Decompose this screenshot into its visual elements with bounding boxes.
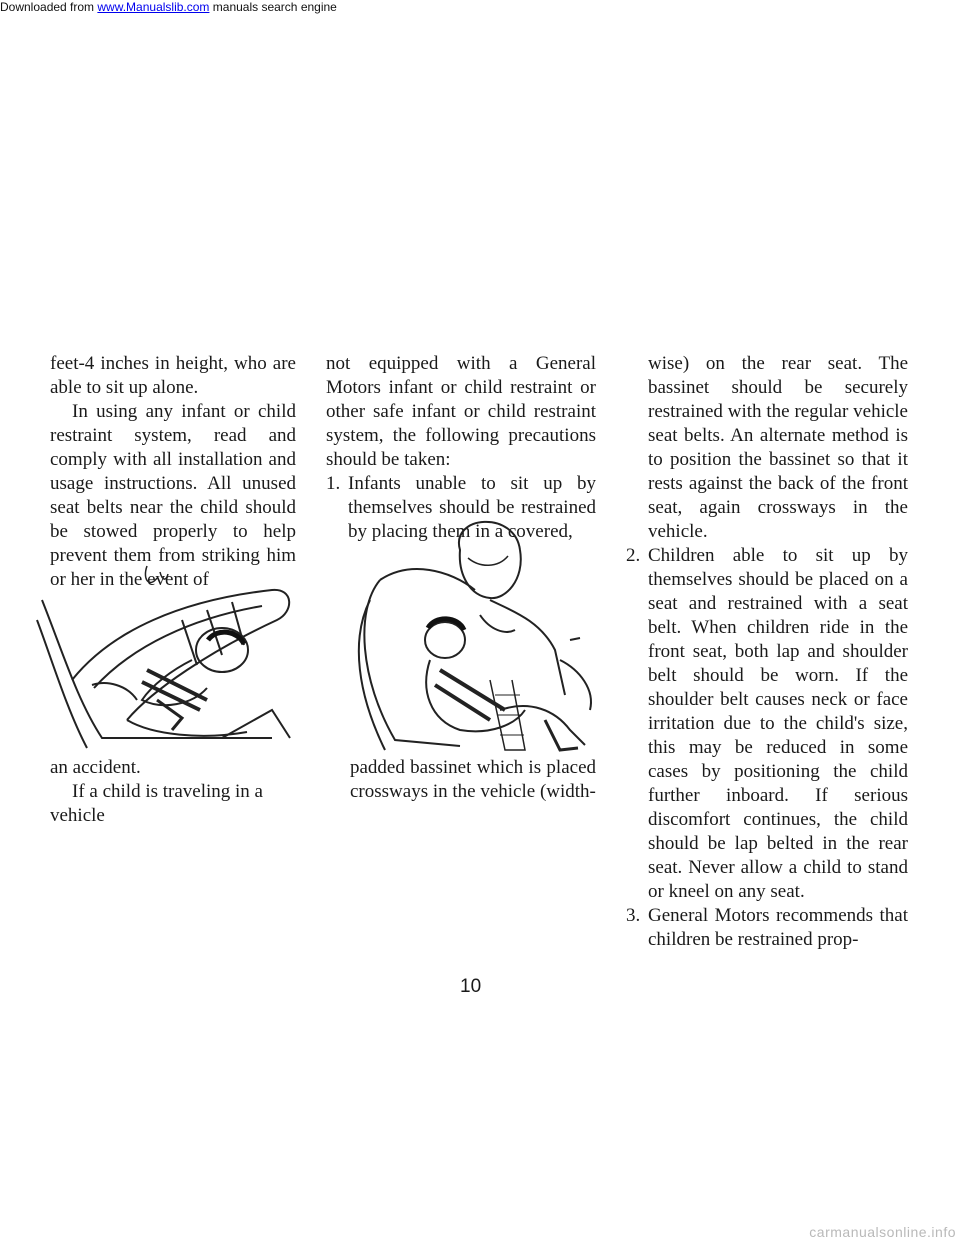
header-suffix: manuals search engine [209,0,337,14]
list-item-2 [626,544,908,904]
list-item-2-text: Children able to sit up by themselves should be placed on a seat and restrained with a seat belt. When children ride in the front seat, both lap and shoulder belt should be worn. If the shoulder belt causes neck or face irritation due to the child's size, this may be reduced in some cases by positioning the child further inboard. If serious discomfort continues, the child should be lap belted in the rear seat. Never allow a child to stand or kneel on any seat. [648,545,908,902]
page-number: 10 [460,976,482,997]
infant-carrier-illustration [32,560,294,750]
header-prefix: Downloaded from [0,0,98,14]
list-item-2-number: 2. [626,545,641,566]
col1-paragraph-3: If a child is traveling in a vehicle [50,781,263,826]
mother-child-illustration [340,520,602,758]
col1-paragraph-2: In using any infant or child restraint system, read and comply with all installation and usage instructions. All unused seat belts near the child should be stowed properly to help prevent them from striking him or her in the event of [50,401,296,590]
mother-child-drawing [340,520,602,758]
col1-opening-text: feet-4 inches in height, who are able to sit up alone. [50,353,296,398]
column-2-bottom [350,756,596,804]
item-1-continued: wise) on the rear seat. The bassinet should be securely restrained with the regular vehicle seat belts. An alternate method is to position the bassinet so that it rests against the back of the front seat, again crossways in the vehicle. [648,353,908,542]
column-1 [50,352,296,592]
list-item-1-text: Infants unable to sit up by themselves should be restrained by placing them in a covered, [348,473,596,542]
list-item-3 [626,904,908,952]
list-item-3-number: 3. [626,905,641,926]
manualslib-link[interactable]: www.Manualslib.com [97,0,210,14]
watermark-footer: carmanualsonline.info [809,1224,956,1240]
infant-carrier-drawing [32,560,294,750]
col2-bottom-text: padded bassinet which is placed crossways in the vehicle (width- [350,757,596,802]
column-2 [326,352,596,544]
list-item-1-number: 1. [326,473,341,494]
col2-paragraph-1: not equipped with a General Motors infant or child restraint or other safe infant or child restraint system, the following precautions should be taken: [326,353,596,470]
column-3 [626,352,908,952]
list-item-3-text: General Motors recommends that children be restrained prop- [648,905,908,950]
download-header [0,0,337,14]
column-1-bottom [50,756,296,828]
col1-accident-line: an accident. [50,757,141,778]
